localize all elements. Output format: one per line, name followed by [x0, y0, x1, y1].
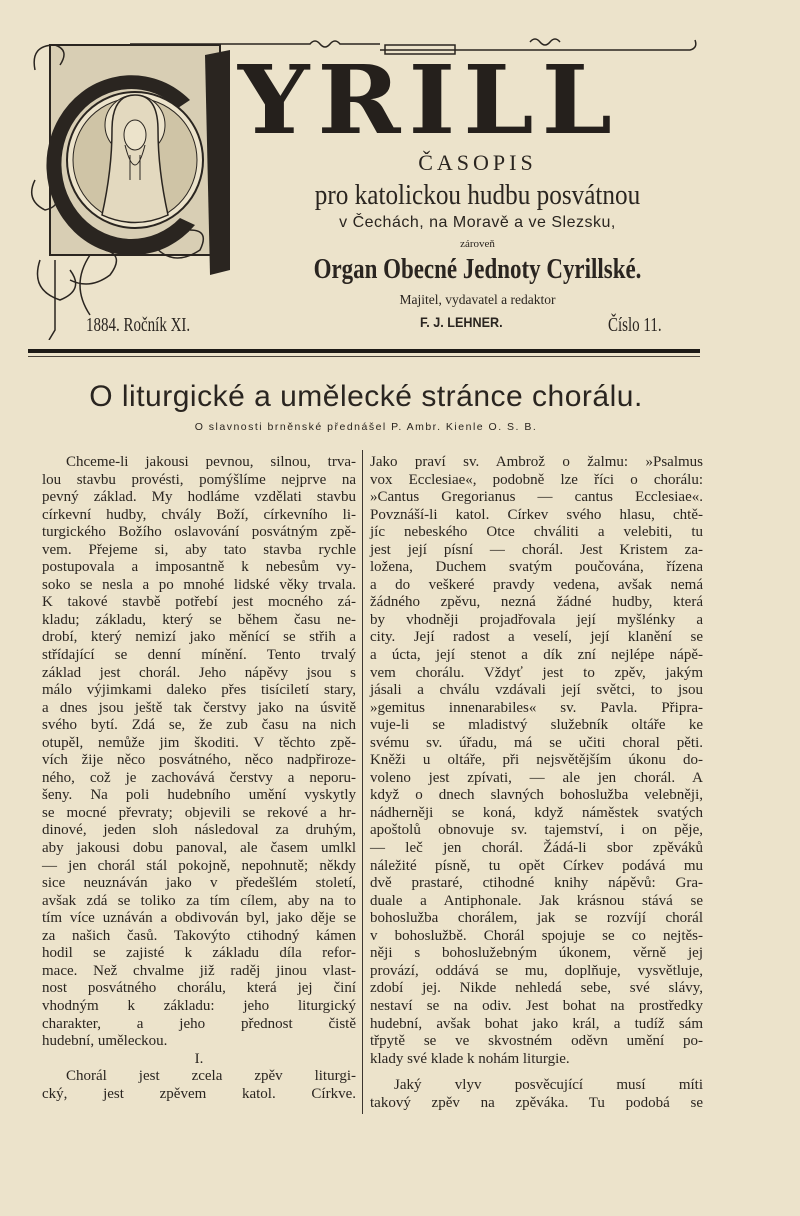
paragraph-gap	[370, 1068, 703, 1077]
text-line: klady své klade k nohám liturgie.	[370, 1050, 570, 1067]
text-line: a úcta, její stenot a dík zní nejlépe nápě-	[370, 647, 703, 664]
right-column	[370, 454, 703, 1112]
text-line: církevní hudby, chvály Boží, církevního li-	[42, 506, 356, 523]
issue-number: Číslo 11.	[608, 314, 662, 336]
masthead-region: v Čechách, na Moravě a ve Slezsku,	[339, 214, 616, 231]
text-line: náležité písně, tu opět Církev podává mu	[370, 857, 703, 874]
editor-name: F. J. LEHNER.	[420, 314, 503, 330]
text-line: tím více uznáván a obdivován byl, jako děje se	[42, 910, 356, 927]
text-line: zdobí jej. Nikde nehledá sebe, své slávy,	[370, 980, 703, 997]
text-line: avšak zdá se toliko za tím cílem, aby na to	[42, 892, 356, 909]
text-line: se mocné převraty; objevili se rekové a hr-	[42, 804, 356, 821]
text-line: vem. Přejeme si, aby tato stavba rychle	[42, 541, 356, 558]
text-line: vhodným k základu: jeho liturgický	[42, 997, 356, 1014]
masthead-owner-label: Majitel, vydavatel a redaktor	[399, 292, 556, 307]
text-line: hodil se zajisté k základu díla refor-	[42, 945, 356, 962]
text-line: svého bytí. Zdá se, že zub času na nich	[42, 717, 356, 734]
year-volume: 1884. Ročník XI.	[86, 314, 191, 336]
text-line: hudební, avšak bohat jako král, a tudíž sám	[370, 1015, 703, 1032]
text-line: jest její písní — chorál. Jest Kristem za-	[370, 541, 703, 558]
masthead-title: YRILL	[238, 43, 620, 156]
text-line: ložena, Duchem svatým poučována, řízena	[370, 559, 703, 576]
text-line: vích žije něco posvátného, něco nadpřiroze-	[42, 752, 356, 769]
text-line: cký, jest zpěvem katol. Církve.	[42, 1085, 356, 1102]
text-line: a dnes jsou ještě tak čerstvy jako na úsvitě	[42, 699, 356, 716]
text-line: v bohoslužbě. Chorál spojuje se co nejtěs-	[370, 927, 703, 944]
text-line: bohoslužba chorálem, jak se rozvíjí chorál	[370, 910, 703, 927]
text-line: nádherněji se koná, když náměstek svatých	[370, 804, 703, 821]
text-line: málo výjimkami daleko přes tisíciletí stary,	[42, 682, 356, 699]
article-byline: O slavnosti brněnské přednášel P. Ambr. Kienle O. S. B.	[194, 421, 538, 433]
text-line: soko se nesla a po mnohé lidské věky trvala.	[42, 576, 356, 593]
masthead-thick-rule	[28, 349, 700, 353]
text-line: svému sv. úřadu, má se učiti choral pěti.	[370, 734, 703, 751]
text-line: vox Ecclesiae«, podobně lze říci o chorálu:	[370, 471, 703, 488]
masthead-subtitle: pro katolickou hudbu posvátnou	[314, 180, 641, 211]
text-line: charakter, a jeho přednost čistě	[42, 1015, 356, 1032]
text-line: kladu; základu, který se během času ne-	[42, 611, 356, 628]
text-line: něji s bohoslužebným úkonem, věrně jej	[370, 945, 703, 962]
text-line: voleno jest zpívati, — ale jen chorál. A	[370, 769, 703, 786]
text-line: Chorál jest zcela zpěv liturgi-	[66, 1068, 356, 1085]
text-line: takový zpěv na zpěváka. Tu podobá se	[370, 1094, 703, 1111]
text-line: a do veškeré pravdy vedena, avšak nemá	[370, 576, 703, 593]
text-line: »gemitus innenarabiles« sv. Pavla. Připra-	[370, 699, 703, 716]
text-line: — leč jen chorál. Žádá-li sbor zpěváků	[370, 840, 703, 857]
text-line: drobí, který nemizí jako měnící se střih a	[42, 629, 356, 646]
text-line: nestaví se na odiv. Jest bohat na prostředky	[370, 997, 703, 1014]
text-line: Jako praví sv. Ambrož o žalmu: »Psalmus	[370, 454, 703, 470]
text-line: lou stavbu provésti, pomýšlíme nejprve na	[42, 471, 356, 488]
text-line: základ jest chorál. Jeho nápěvy jsou s	[42, 664, 356, 681]
masthead-thin-rule	[28, 356, 700, 357]
text-line: Jaký vlyv posvěcující musí míti	[394, 1077, 703, 1094]
text-line: by vhodněji projadřovala její myšlénky a	[370, 611, 703, 628]
text-line: — jen chorál stál pokojně, nepohnutě; někdy	[42, 857, 356, 874]
text-line: »Cantus Gregorianus — cantus Ecclesiae«.	[370, 489, 703, 506]
text-line: Povznáší-li katol. Církev svého hlasu, chtě-	[370, 506, 703, 523]
text-line: aby jakousi dobu panoval, ale časem umlkl	[42, 840, 356, 857]
text-line: provází, oddává se mu, doplňuje, vysvětluje,	[370, 962, 703, 979]
masthead-kind: ČASOPIS	[418, 150, 537, 175]
text-line: žádného zpěvu, nezná žádné hudby, která	[370, 594, 703, 611]
article-title: O liturgické a umělecké stránce chorálu.	[89, 380, 643, 413]
text-line: postupovala a imposantně k nebesům vy-	[42, 559, 356, 576]
text-line: hudební, uměleckou.	[42, 1033, 168, 1050]
text-line: vuje-li se mladistvý služebník oltáře ke	[370, 717, 703, 734]
text-line: pevný základ. My hodláme vzdělati stavbu	[42, 489, 356, 506]
text-line: ného, což je zachovává čerstvy a neporu-	[42, 769, 356, 786]
text-line: sice neuznáván jako v předešlém století,	[42, 875, 356, 892]
text-line: mace. Než chvalme již raděj jinou vlast-	[42, 962, 356, 979]
text-line: šeny. Na poli hudebního umění vyskytly	[42, 787, 356, 804]
text-line: dvě prastaré, ctihodné knihy nápěvů: Gra-	[370, 875, 703, 892]
text-line: duale a Antiphonale. Jak krásnou stává se	[370, 892, 703, 909]
illuminated-initial-c-with-saint-portrait	[30, 30, 245, 340]
left-column	[42, 454, 356, 1103]
text-line: turgického Božího oslavování posvátným zpě-	[42, 524, 356, 541]
text-line: střídající se denní mínění. Tento trvalý	[42, 647, 356, 664]
text-line: apoštolů obnovuje sv. tajemství, i on pěje,	[370, 822, 703, 839]
column-divider	[362, 450, 363, 1114]
text-line: vem chorálu. Vždyť jest to zpěv, jakým	[370, 664, 703, 681]
text-line: třpytě se ve skvostném oděvn umění po-	[370, 1033, 703, 1050]
text-line: jíc nebeského Otce chváliti a velebiti, tu	[370, 524, 703, 541]
section-number: I.	[194, 1050, 204, 1067]
text-line: za našich časů. Takovýto ctihodný kámen	[42, 927, 356, 944]
masthead-organ: Organ Obecné Jednoty Cyrillské.	[313, 254, 642, 285]
text-line: city. Její radost a veselí, její klanění se	[370, 629, 703, 646]
text-line: K takové stavbě potřebí jest mocného zá-	[42, 594, 356, 611]
text-line: jásali a chválu vzdávali její světci, to jsou	[370, 682, 703, 699]
text-line: dinové, jeden sloh následoval za druhým,	[42, 822, 356, 839]
text-line: Chceme-li jakousi pevnou, silnou, trva-	[66, 454, 356, 470]
text-line: otupěl, nemůže jim škoditi. V těchto zpě-	[42, 734, 356, 751]
text-line: Kněži u oltáře, při nejsvětějším úkonu do-	[370, 752, 703, 769]
masthead-also: zároveň	[460, 238, 495, 250]
text-line: když o dnech slavných bohoslužba velebněji,	[370, 787, 703, 804]
text-line: nost posvátného chorálu, která jej činí	[42, 980, 356, 997]
